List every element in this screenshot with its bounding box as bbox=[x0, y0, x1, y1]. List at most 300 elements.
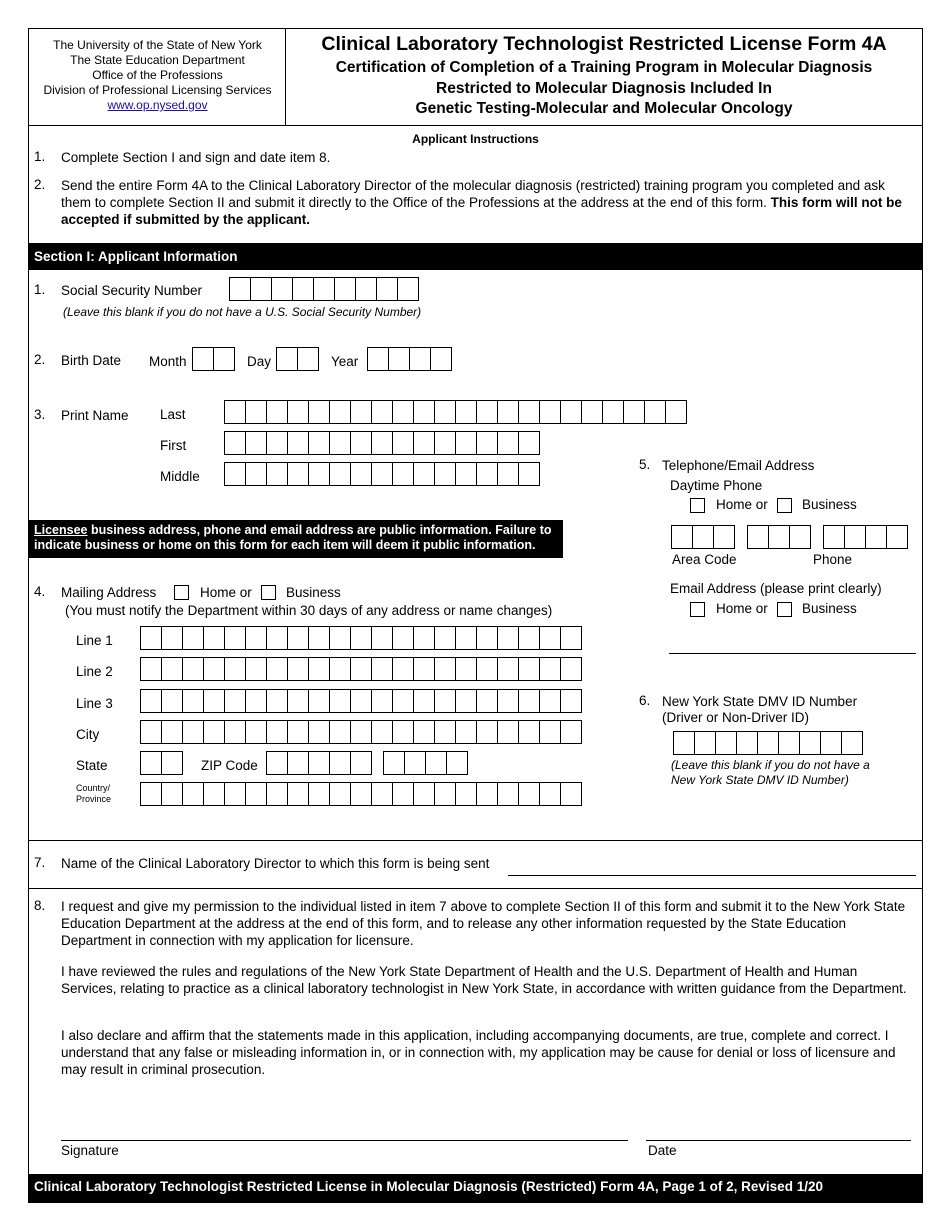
character-box[interactable] bbox=[329, 751, 351, 775]
birth-month-label: Month bbox=[149, 354, 187, 369]
character-box[interactable] bbox=[383, 751, 405, 775]
character-box[interactable] bbox=[224, 400, 246, 424]
last-name-input[interactable] bbox=[224, 400, 687, 424]
character-box[interactable] bbox=[308, 751, 330, 775]
character-box[interactable] bbox=[713, 525, 735, 549]
character-box[interactable] bbox=[518, 626, 540, 650]
character-box[interactable] bbox=[747, 525, 769, 549]
character-box[interactable] bbox=[497, 462, 519, 486]
character-box[interactable] bbox=[224, 657, 246, 681]
director-name-input-line[interactable] bbox=[508, 875, 916, 876]
character-box[interactable] bbox=[329, 462, 351, 486]
character-box[interactable] bbox=[455, 431, 477, 455]
phone-line-input[interactable] bbox=[823, 525, 908, 549]
character-box[interactable] bbox=[350, 431, 372, 455]
dmv-note-1: (Leave this blank if you do not have a bbox=[671, 758, 870, 772]
character-box[interactable] bbox=[161, 657, 183, 681]
character-box[interactable] bbox=[673, 731, 695, 755]
character-box[interactable] bbox=[518, 782, 540, 806]
character-box[interactable] bbox=[287, 689, 309, 713]
first-name-label: First bbox=[160, 438, 187, 453]
character-box[interactable] bbox=[192, 347, 214, 371]
character-box[interactable] bbox=[329, 782, 351, 806]
character-box[interactable] bbox=[371, 657, 393, 681]
agency-block bbox=[30, 38, 285, 113]
character-box[interactable] bbox=[518, 689, 540, 713]
instruction-2-number: 2. bbox=[34, 177, 46, 192]
email-home-checkbox[interactable] bbox=[690, 602, 705, 617]
character-box[interactable] bbox=[329, 657, 351, 681]
character-box[interactable] bbox=[476, 657, 498, 681]
character-box[interactable] bbox=[539, 657, 561, 681]
character-box[interactable] bbox=[276, 347, 298, 371]
character-box[interactable] bbox=[413, 689, 435, 713]
instruction-2-text bbox=[61, 177, 913, 228]
character-box[interactable] bbox=[287, 462, 309, 486]
character-box[interactable] bbox=[329, 689, 351, 713]
character-box[interactable] bbox=[266, 689, 288, 713]
character-box[interactable] bbox=[313, 277, 335, 301]
character-box[interactable] bbox=[539, 782, 561, 806]
character-box[interactable] bbox=[224, 431, 246, 455]
character-box[interactable] bbox=[161, 751, 183, 775]
last-name-label: Last bbox=[160, 407, 186, 422]
dmv-id-input[interactable] bbox=[673, 731, 863, 755]
public-information-notice bbox=[29, 520, 563, 558]
agency-line-4: Division of Professional Licensing Services bbox=[43, 83, 272, 97]
middle-name-input[interactable] bbox=[224, 462, 540, 486]
phone-number: 5. bbox=[639, 457, 651, 472]
address-line-3-label: Line 3 bbox=[76, 696, 113, 711]
character-box[interactable] bbox=[886, 525, 908, 549]
character-box[interactable] bbox=[245, 689, 267, 713]
character-box[interactable] bbox=[497, 657, 519, 681]
character-box[interactable] bbox=[799, 731, 821, 755]
birth-date-label: Birth Date bbox=[61, 353, 122, 368]
character-box[interactable] bbox=[203, 626, 225, 650]
character-box[interactable] bbox=[140, 626, 162, 650]
character-box[interactable] bbox=[161, 689, 183, 713]
character-box[interactable] bbox=[203, 689, 225, 713]
address-line-2-label: Line 2 bbox=[76, 664, 113, 679]
character-box[interactable] bbox=[560, 720, 582, 744]
city-input[interactable] bbox=[140, 720, 582, 744]
section-divider-1 bbox=[28, 840, 923, 841]
name-label: Print Name bbox=[61, 408, 129, 423]
email-business-checkbox[interactable] bbox=[777, 602, 792, 617]
instructions-heading: Applicant Instructions bbox=[412, 132, 539, 146]
character-box[interactable] bbox=[287, 782, 309, 806]
character-box[interactable] bbox=[245, 626, 267, 650]
state-input[interactable] bbox=[140, 751, 183, 775]
character-box[interactable] bbox=[292, 277, 314, 301]
form-subtitle-3: Genetic Testing-Molecular and Molecular Oncology bbox=[415, 100, 793, 117]
character-box[interactable] bbox=[266, 751, 288, 775]
character-box[interactable] bbox=[229, 277, 251, 301]
consent-paragraph-2: I have reviewed the rules and regulations of the New York State Department of Health and the U.S. Department of Health and Human Services, relating to practice as a clinical laboratory technologist in New York State, in accordance with written guidance from the Department. bbox=[61, 964, 907, 996]
character-box[interactable] bbox=[287, 431, 309, 455]
character-box[interactable] bbox=[430, 347, 452, 371]
character-box[interactable] bbox=[371, 782, 393, 806]
character-box[interactable] bbox=[455, 462, 477, 486]
email-home-label: Home or bbox=[716, 601, 768, 616]
character-box[interactable] bbox=[140, 751, 162, 775]
character-box[interactable] bbox=[266, 462, 288, 486]
character-box[interactable] bbox=[413, 462, 435, 486]
name-number: 3. bbox=[34, 407, 46, 422]
zip-input[interactable] bbox=[266, 751, 372, 775]
character-box[interactable] bbox=[434, 431, 456, 455]
character-box[interactable] bbox=[245, 462, 267, 486]
character-box[interactable] bbox=[376, 277, 398, 301]
agency-website-link[interactable]: www.op.nysed.gov bbox=[107, 98, 208, 112]
character-box[interactable] bbox=[266, 720, 288, 744]
character-box[interactable] bbox=[329, 400, 351, 424]
form-subtitle-1: Certification of Completion of a Training Program in Molecular Diagnosis bbox=[335, 59, 873, 76]
address-line-2-input[interactable] bbox=[140, 657, 582, 681]
character-box[interactable] bbox=[266, 626, 288, 650]
character-box[interactable] bbox=[287, 657, 309, 681]
character-box[interactable] bbox=[560, 782, 582, 806]
character-box[interactable] bbox=[518, 400, 540, 424]
character-box[interactable] bbox=[297, 347, 319, 371]
character-box[interactable] bbox=[602, 400, 624, 424]
character-box[interactable] bbox=[518, 657, 540, 681]
country-label bbox=[76, 783, 111, 805]
character-box[interactable] bbox=[224, 462, 246, 486]
character-box[interactable] bbox=[308, 400, 330, 424]
agency-line-3: Office of the Professions bbox=[92, 68, 223, 82]
character-box[interactable] bbox=[434, 462, 456, 486]
phone-section-label: Telephone/Email Address bbox=[662, 458, 815, 473]
character-box[interactable] bbox=[371, 462, 393, 486]
character-box[interactable] bbox=[476, 431, 498, 455]
consent-paragraph-1: I request and give my permission to the individual listed in item 7 above to complete Section II of this form and submit it to the New York State Education Department at the address at the end of this form, and to release any other information requested by the State Education Department in connection with my application for licensure. bbox=[61, 899, 906, 948]
birth-date-number: 2. bbox=[34, 352, 46, 367]
phone-business-label: Business bbox=[802, 497, 857, 512]
character-box[interactable] bbox=[371, 431, 393, 455]
area-code-input[interactable] bbox=[671, 525, 735, 549]
ssn-number: 1. bbox=[34, 282, 46, 297]
character-box[interactable] bbox=[497, 689, 519, 713]
character-box[interactable] bbox=[434, 400, 456, 424]
mailing-number: 4. bbox=[34, 584, 46, 599]
ssn-label: Social Security Number bbox=[61, 283, 203, 298]
character-box[interactable] bbox=[581, 400, 603, 424]
agency-line-1: The University of the State of New York bbox=[53, 38, 262, 52]
character-box[interactable] bbox=[455, 626, 477, 650]
character-box[interactable] bbox=[266, 657, 288, 681]
character-box[interactable] bbox=[224, 782, 246, 806]
character-box[interactable] bbox=[539, 626, 561, 650]
character-box[interactable] bbox=[392, 720, 414, 744]
character-box[interactable] bbox=[161, 782, 183, 806]
email-input-line[interactable] bbox=[669, 653, 916, 654]
character-box[interactable] bbox=[823, 525, 845, 549]
notice-text: business address, phone and email address are public information. Failure to indicate business or home on this form for each item will deem it public information. bbox=[34, 523, 552, 552]
consent-paragraph-3: I also declare and affirm that the statements made in this application, including accompanying documents, are true, complete and correct. I understand that any false or misleading information in, or in connection with, my application may be cause for denial or loss of licensure and may result in criminal prosecution. bbox=[61, 1028, 896, 1077]
character-box[interactable] bbox=[329, 431, 351, 455]
character-box[interactable] bbox=[434, 720, 456, 744]
instruction-1-text: Complete Section I and sign and date item 8. bbox=[61, 150, 331, 165]
character-box[interactable] bbox=[266, 782, 288, 806]
ssn-note: (Leave this blank if you do not have a U.S. Social Security Number) bbox=[63, 305, 422, 319]
section-1-header: Section I: Applicant Information bbox=[29, 243, 922, 270]
character-box[interactable] bbox=[140, 657, 162, 681]
character-box[interactable] bbox=[182, 720, 204, 744]
country-input[interactable] bbox=[140, 782, 582, 806]
character-box[interactable] bbox=[497, 400, 519, 424]
character-box[interactable] bbox=[560, 657, 582, 681]
character-box[interactable] bbox=[409, 347, 431, 371]
character-box[interactable] bbox=[245, 720, 267, 744]
mailing-business-label: Business bbox=[286, 585, 341, 600]
character-box[interactable] bbox=[841, 731, 863, 755]
instruction-2-warning: This form will not be accepted if submitted by the applicant. bbox=[61, 195, 902, 227]
character-box[interactable] bbox=[865, 525, 887, 549]
character-box[interactable] bbox=[350, 782, 372, 806]
character-box[interactable] bbox=[413, 720, 435, 744]
character-box[interactable] bbox=[203, 720, 225, 744]
character-box[interactable] bbox=[371, 689, 393, 713]
character-box[interactable] bbox=[287, 626, 309, 650]
character-box[interactable] bbox=[560, 400, 582, 424]
character-box[interactable] bbox=[182, 657, 204, 681]
birth-year-label: Year bbox=[331, 354, 359, 369]
character-box[interactable] bbox=[778, 731, 800, 755]
character-box[interactable] bbox=[371, 626, 393, 650]
state-label: State bbox=[76, 758, 108, 773]
birth-year-input[interactable] bbox=[367, 347, 452, 371]
character-box[interactable] bbox=[455, 657, 477, 681]
character-box[interactable] bbox=[455, 400, 477, 424]
character-box[interactable] bbox=[224, 689, 246, 713]
character-box[interactable] bbox=[350, 751, 372, 775]
character-box[interactable] bbox=[245, 400, 267, 424]
character-box[interactable] bbox=[413, 782, 435, 806]
notice-licensee: Licensee bbox=[34, 523, 88, 537]
first-name-input[interactable] bbox=[224, 431, 540, 455]
address-line-1-label: Line 1 bbox=[76, 633, 113, 648]
character-box[interactable] bbox=[539, 720, 561, 744]
character-box[interactable] bbox=[287, 720, 309, 744]
character-box[interactable] bbox=[518, 720, 540, 744]
character-box[interactable] bbox=[644, 400, 666, 424]
character-box[interactable] bbox=[350, 626, 372, 650]
mailing-label: Mailing Address bbox=[61, 585, 157, 600]
character-box[interactable] bbox=[350, 462, 372, 486]
section-divider-2 bbox=[28, 888, 923, 889]
character-box[interactable] bbox=[623, 400, 645, 424]
character-box[interactable] bbox=[308, 720, 330, 744]
email-label: Email Address (please print clearly) bbox=[670, 581, 882, 596]
character-box[interactable] bbox=[715, 731, 737, 755]
phone-home-checkbox[interactable] bbox=[690, 498, 705, 513]
character-box[interactable] bbox=[350, 400, 372, 424]
character-box[interactable] bbox=[476, 462, 498, 486]
mailing-home-checkbox[interactable] bbox=[174, 585, 189, 600]
character-box[interactable] bbox=[388, 347, 410, 371]
mailing-business-checkbox[interactable] bbox=[261, 585, 276, 600]
character-box[interactable] bbox=[182, 689, 204, 713]
character-box[interactable] bbox=[392, 782, 414, 806]
character-box[interactable] bbox=[334, 277, 356, 301]
character-box[interactable] bbox=[350, 689, 372, 713]
character-box[interactable] bbox=[329, 720, 351, 744]
character-box[interactable] bbox=[539, 689, 561, 713]
character-box[interactable] bbox=[224, 626, 246, 650]
character-box[interactable] bbox=[476, 720, 498, 744]
character-box[interactable] bbox=[497, 626, 519, 650]
agency-line-2: The State Education Department bbox=[70, 53, 245, 67]
character-box[interactable] bbox=[434, 689, 456, 713]
character-box[interactable] bbox=[140, 689, 162, 713]
character-box[interactable] bbox=[308, 462, 330, 486]
phone-business-checkbox[interactable] bbox=[777, 498, 792, 513]
character-box[interactable] bbox=[497, 782, 519, 806]
character-box[interactable] bbox=[308, 626, 330, 650]
character-box[interactable] bbox=[203, 782, 225, 806]
character-box[interactable] bbox=[497, 431, 519, 455]
character-box[interactable] bbox=[539, 400, 561, 424]
character-box[interactable] bbox=[392, 431, 414, 455]
middle-name-label: Middle bbox=[160, 469, 200, 484]
zip-plus4-input[interactable] bbox=[383, 751, 468, 775]
character-box[interactable] bbox=[371, 720, 393, 744]
instruction-1-number: 1. bbox=[34, 149, 46, 164]
character-box[interactable] bbox=[768, 525, 790, 549]
character-box[interactable] bbox=[455, 689, 477, 713]
director-number: 7. bbox=[34, 855, 46, 870]
signature-label: Signature bbox=[61, 1143, 119, 1158]
birth-day-input[interactable] bbox=[276, 347, 319, 371]
country-label-line-1: Country/ bbox=[76, 783, 111, 793]
birth-month-input[interactable] bbox=[192, 347, 235, 371]
footer-bar: Clinical Laboratory Technologist Restricted License in Molecular Diagnosis (Restricted) Form 4A, Page 1 of 2, Revised 1/20 bbox=[29, 1174, 922, 1202]
form-title-block bbox=[286, 32, 922, 120]
character-box[interactable] bbox=[692, 525, 714, 549]
character-box[interactable] bbox=[455, 782, 477, 806]
character-box[interactable] bbox=[308, 689, 330, 713]
character-box[interactable] bbox=[820, 731, 842, 755]
character-box[interactable] bbox=[560, 689, 582, 713]
character-box[interactable] bbox=[413, 431, 435, 455]
mailing-home-label: Home or bbox=[200, 585, 252, 600]
character-box[interactable] bbox=[271, 277, 293, 301]
character-box[interactable] bbox=[350, 657, 372, 681]
character-box[interactable] bbox=[413, 657, 435, 681]
character-box[interactable] bbox=[476, 689, 498, 713]
character-box[interactable] bbox=[350, 720, 372, 744]
character-box[interactable] bbox=[287, 751, 309, 775]
character-box[interactable] bbox=[736, 731, 758, 755]
character-box[interactable] bbox=[245, 782, 267, 806]
character-box[interactable] bbox=[392, 689, 414, 713]
character-box[interactable] bbox=[476, 782, 498, 806]
character-box[interactable] bbox=[789, 525, 811, 549]
character-box[interactable] bbox=[392, 626, 414, 650]
character-box[interactable] bbox=[518, 431, 540, 455]
character-box[interactable] bbox=[245, 431, 267, 455]
character-box[interactable] bbox=[245, 657, 267, 681]
character-box[interactable] bbox=[392, 657, 414, 681]
address-line-3-input[interactable] bbox=[140, 689, 582, 713]
character-box[interactable] bbox=[308, 782, 330, 806]
email-business-label: Business bbox=[802, 601, 857, 616]
character-box[interactable] bbox=[367, 347, 389, 371]
date-label: Date bbox=[648, 1143, 677, 1158]
zip-label: ZIP Code bbox=[201, 758, 258, 773]
header-bottom-rule bbox=[28, 125, 923, 126]
character-box[interactable] bbox=[182, 626, 204, 650]
character-box[interactable] bbox=[757, 731, 779, 755]
phone-label: Phone bbox=[813, 552, 853, 567]
character-box[interactable] bbox=[413, 400, 435, 424]
character-box[interactable] bbox=[671, 525, 693, 549]
character-box[interactable] bbox=[497, 720, 519, 744]
character-box[interactable] bbox=[213, 347, 235, 371]
ssn-input-boxes[interactable] bbox=[229, 277, 419, 301]
character-box[interactable] bbox=[446, 751, 468, 775]
country-label-line-2: Province bbox=[76, 794, 112, 804]
signature-line[interactable] bbox=[61, 1140, 628, 1141]
character-box[interactable] bbox=[203, 657, 225, 681]
character-box[interactable] bbox=[140, 720, 162, 744]
character-box[interactable] bbox=[250, 277, 272, 301]
character-box[interactable] bbox=[287, 400, 309, 424]
dmv-label-2: (Driver or Non-Driver ID) bbox=[662, 710, 810, 725]
consent-number: 8. bbox=[34, 898, 46, 913]
character-box[interactable] bbox=[455, 720, 477, 744]
director-label: Name of the Clinical Laboratory Director to which this form is being sent bbox=[61, 856, 490, 871]
character-box[interactable] bbox=[392, 462, 414, 486]
character-box[interactable] bbox=[518, 462, 540, 486]
phone-prefix-input[interactable] bbox=[747, 525, 811, 549]
character-box[interactable] bbox=[694, 731, 716, 755]
character-box[interactable] bbox=[308, 431, 330, 455]
character-box[interactable] bbox=[161, 720, 183, 744]
character-box[interactable] bbox=[355, 277, 377, 301]
character-box[interactable] bbox=[413, 626, 435, 650]
character-box[interactable] bbox=[161, 626, 183, 650]
character-box[interactable] bbox=[224, 720, 246, 744]
character-box[interactable] bbox=[308, 657, 330, 681]
character-box[interactable] bbox=[844, 525, 866, 549]
character-box[interactable] bbox=[404, 751, 426, 775]
character-box[interactable] bbox=[476, 400, 498, 424]
character-box[interactable] bbox=[266, 431, 288, 455]
character-box[interactable] bbox=[371, 400, 393, 424]
character-box[interactable] bbox=[434, 657, 456, 681]
character-box[interactable] bbox=[560, 626, 582, 650]
character-box[interactable] bbox=[329, 626, 351, 650]
character-box[interactable] bbox=[392, 400, 414, 424]
character-box[interactable] bbox=[266, 400, 288, 424]
character-box[interactable] bbox=[397, 277, 419, 301]
date-line[interactable] bbox=[646, 1140, 911, 1141]
dmv-number: 6. bbox=[639, 693, 651, 708]
dmv-note-2: New York State DMV ID Number) bbox=[671, 773, 849, 787]
character-box[interactable] bbox=[665, 400, 687, 424]
character-box[interactable] bbox=[425, 751, 447, 775]
character-box[interactable] bbox=[434, 782, 456, 806]
phone-home-label: Home or bbox=[716, 497, 768, 512]
address-line-1-input[interactable] bbox=[140, 626, 582, 650]
character-box[interactable] bbox=[140, 782, 162, 806]
character-box[interactable] bbox=[476, 626, 498, 650]
character-box[interactable] bbox=[434, 626, 456, 650]
character-box[interactable] bbox=[182, 782, 204, 806]
